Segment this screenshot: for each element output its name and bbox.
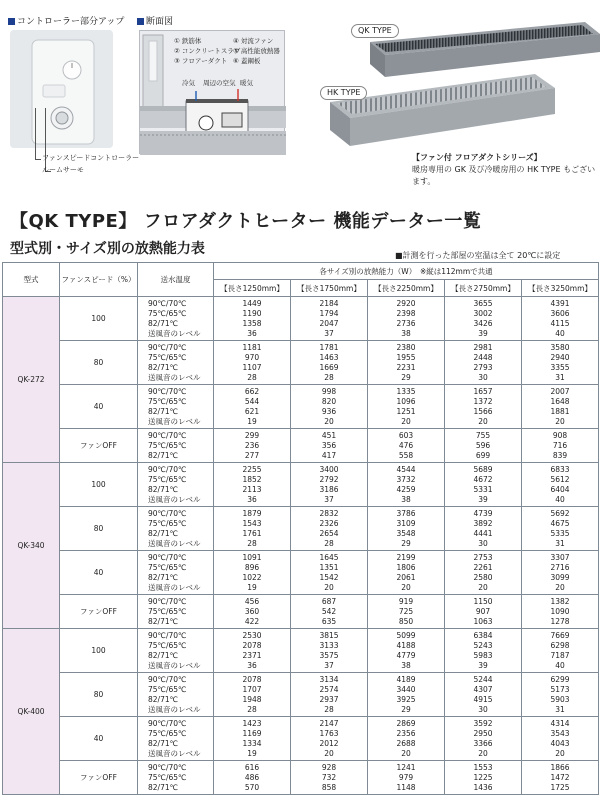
model-name: QK-400	[3, 629, 60, 795]
fan-speed: 40	[60, 717, 138, 761]
section-legend-6: ⑥ 蓋鋼板	[233, 57, 261, 65]
heat-output-cell: 603 476 558	[368, 429, 445, 463]
water-temp-list: 90℃/70℃ 75℃/65℃ 82/71℃ 送風音のレベル	[138, 341, 214, 385]
heat-output-cell: 3592 2950 3366 20	[445, 717, 522, 761]
fan-speed: 40	[60, 385, 138, 429]
section-airflow-warm: 暖気	[240, 79, 253, 87]
heat-output-cell: 2753 2261 2580 20	[445, 551, 522, 595]
section-airflow-cold: 冷気	[182, 79, 195, 87]
section-legend-2: ② コンクリートスラブ	[174, 47, 241, 55]
heat-output-cell: 1423 1169 1334 19	[214, 717, 291, 761]
heat-output-cell: 3786 3109 3548 29	[368, 507, 445, 551]
heat-output-cell: 4189 3440 3925 29	[368, 673, 445, 717]
table-row	[3, 717, 599, 761]
heat-output-cell: 1553 1225 1436	[445, 761, 522, 795]
heat-output-cell: 2869 2356 2688 20	[368, 717, 445, 761]
heat-output-cell: 1181 970 1107 28	[214, 341, 291, 385]
heat-output-cell: 3815 3133 3575 37	[291, 629, 368, 673]
heat-output-cell: 1449 1190 1358 36	[214, 297, 291, 341]
heat-output-cell: 6299 5173 5903 31	[522, 673, 599, 717]
heat-output-cell: 4739 3892 4441 30	[445, 507, 522, 551]
fan-speed: ファンOFF	[60, 595, 138, 629]
series-desc: 暖房専用の GK 及び冷暖房用の HK TYPE もございます。	[412, 165, 596, 186]
header-model: 型式	[3, 263, 60, 297]
water-temp-list: 90℃/70℃ 75℃/65℃ 82/71℃ 送風音のレベル	[138, 717, 214, 761]
header-size-2: 【長さ1750mm】	[291, 280, 368, 297]
section-legend-5: ⑤ 高性能放熱器	[233, 47, 280, 55]
hk-type-badge: HK TYPE	[320, 86, 367, 100]
table-row	[3, 551, 599, 595]
model-name: QK-340	[3, 463, 60, 629]
heat-output-cell: 755 596 699	[445, 429, 522, 463]
controller-photo	[10, 30, 113, 148]
heat-output-cell: 928 732 858	[291, 761, 368, 795]
table-row	[3, 595, 599, 629]
section-diagram	[139, 30, 285, 154]
fan-speed: 100	[60, 297, 138, 341]
heat-output-cell: 2920 2398 2736 38	[368, 297, 445, 341]
heat-output-cell: 7669 6298 7187 40	[522, 629, 599, 673]
performance-table	[2, 262, 599, 795]
water-temp-list: 90℃/70℃ 75℃/65℃ 82/71℃ 送風音のレベル	[138, 673, 214, 717]
heat-output-cell: 3400 2792 3186 37	[291, 463, 368, 507]
heat-output-cell: 6384 5243 5983 39	[445, 629, 522, 673]
header-group: 各サイズ別の放熱能力（W） ※縦は112mmで共通	[214, 263, 599, 280]
heat-output-cell: 1657 1372 1566 20	[445, 385, 522, 429]
fan-speed: 40	[60, 551, 138, 595]
heat-output-cell: 1091 896 1022 19	[214, 551, 291, 595]
heat-output-cell: 4391 3606 4115 40	[522, 297, 599, 341]
fan-speed: 80	[60, 341, 138, 385]
heat-output-cell: 456 360 422	[214, 595, 291, 629]
table-row	[3, 341, 599, 385]
heat-output-cell: 662 544 621 19	[214, 385, 291, 429]
heat-output-cell: 4544 3732 4259 38	[368, 463, 445, 507]
table-row	[3, 297, 599, 341]
header-size-5: 【長さ3250mm】	[522, 280, 599, 297]
fan-speed: 100	[60, 629, 138, 673]
heat-output-cell: 4314 3543 4043 20	[522, 717, 599, 761]
floor-duct-illustration	[310, 22, 600, 154]
heat-output-cell: 2380 1955 2231 29	[368, 341, 445, 385]
series-description	[412, 152, 600, 188]
controller-photo-label: コントローラー部分アップ	[8, 14, 124, 27]
heat-output-cell: 5689 4672 5331 39	[445, 463, 522, 507]
heat-output-cell: 1866 1472 1725	[522, 761, 599, 795]
fan-speed: 100	[60, 463, 138, 507]
heat-output-cell: 3655 3002 3426 39	[445, 297, 522, 341]
heat-output-cell: 1781 1463 1669 28	[291, 341, 368, 385]
heat-output-cell: 2530 2078 2371 36	[214, 629, 291, 673]
heat-output-cell: 2255 1852 2113 36	[214, 463, 291, 507]
table-row	[3, 673, 599, 717]
heat-output-cell: 1335 1096 1251 20	[368, 385, 445, 429]
section-diagram-label: 断面図	[137, 14, 173, 27]
heat-output-cell: 2007 1648 1881 20	[522, 385, 599, 429]
heat-output-cell: 5692 4675 5335 31	[522, 507, 599, 551]
heat-output-cell: 1382 1090 1278	[522, 595, 599, 629]
fan-speed: ファンOFF	[60, 429, 138, 463]
heat-output-cell: 2147 1763 2012 20	[291, 717, 368, 761]
heat-output-cell: 451 356 417	[291, 429, 368, 463]
section-legend-4: ④ 対流ファン	[233, 37, 274, 45]
page-subtitle: 型式別・サイズ別の放熱能力表	[10, 241, 205, 257]
water-temp-list: 90℃/70℃ 75℃/65℃ 82/71℃ 送風音のレベル	[138, 297, 214, 341]
heat-output-cell: 2199 1806 2061 20	[368, 551, 445, 595]
heat-output-cell: 919 725 850	[368, 595, 445, 629]
heat-output-cell: 908 716 839	[522, 429, 599, 463]
heat-output-cell: 687 542 635	[291, 595, 368, 629]
heat-output-cell: 616 486 570	[214, 761, 291, 795]
table-row	[3, 761, 599, 795]
header-size-4: 【長さ2750mm】	[445, 280, 522, 297]
fan-speed: 80	[60, 507, 138, 551]
heat-output-cell: 2184 1794 2047 37	[291, 297, 368, 341]
header-fan-speed: ファンスピード（%）	[60, 263, 138, 297]
measurement-note: ■計測を行った部屋の室温は全て 20℃に設定	[395, 251, 561, 260]
heat-output-cell: 1241 979 1148	[368, 761, 445, 795]
water-temp-list: 90℃/70℃ 75℃/65℃ 82/71℃ 送風音のレベル	[138, 463, 214, 507]
water-temp-list: 90℃/70℃ 75℃/65℃ 82/71℃	[138, 761, 214, 795]
heat-output-cell: 1150 907 1063	[445, 595, 522, 629]
fan-speed: 80	[60, 673, 138, 717]
controller-caption-fan-speed: ファンスピードコントローラー	[42, 154, 140, 162]
heat-output-cell: 1879 1543 1761 28	[214, 507, 291, 551]
table-row	[3, 507, 599, 551]
page-title: 【QK TYPE】 フロアダクトヒーター 機能データー一覧	[10, 211, 482, 232]
header-size-3: 【長さ2250mm】	[368, 280, 445, 297]
heat-output-cell: 1645 1351 1542 20	[291, 551, 368, 595]
heat-output-cell: 2832 2326 2654 28	[291, 507, 368, 551]
heat-output-cell: 2981 2448 2793 30	[445, 341, 522, 385]
header-water-temp: 送水温度	[138, 263, 214, 297]
water-temp-list: 90℃/70℃ 75℃/65℃ 82/71℃	[138, 595, 214, 629]
heat-output-cell: 5099 4188 4779 38	[368, 629, 445, 673]
section-legend-3: ③ フロアーダクト	[174, 57, 228, 65]
water-temp-list: 90℃/70℃ 75℃/65℃ 82/71℃	[138, 429, 214, 463]
water-temp-list: 90℃/70℃ 75℃/65℃ 82/71℃ 送風音のレベル	[138, 629, 214, 673]
water-temp-list: 90℃/70℃ 75℃/65℃ 82/71℃ 送風音のレベル	[138, 385, 214, 429]
heat-output-cell: 6833 5612 6404 40	[522, 463, 599, 507]
section-legend-1: ① 鉄筋体	[174, 37, 202, 45]
heat-output-cell: 299 236 277	[214, 429, 291, 463]
model-name: QK-272	[3, 297, 60, 463]
heat-output-cell: 5244 4307 4915 30	[445, 673, 522, 717]
controller-caption-room-thermo: ルームサーモ	[42, 166, 84, 174]
table-row	[3, 429, 599, 463]
heat-output-cell: 3307 2716 3099 20	[522, 551, 599, 595]
table-row	[3, 629, 599, 673]
qk-type-badge: QK TYPE	[351, 24, 399, 38]
heat-output-cell: 3580 2940 3355 31	[522, 341, 599, 385]
water-temp-list: 90℃/70℃ 75℃/65℃ 82/71℃ 送風音のレベル	[138, 551, 214, 595]
header-size-1: 【長さ1250mm】	[214, 280, 291, 297]
heat-output-cell: 2078 1707 1948 28	[214, 673, 291, 717]
fan-speed: ファンOFF	[60, 761, 138, 795]
table-row	[3, 463, 599, 507]
series-title: 【ファン付 フロアダクトシリーズ】	[412, 153, 542, 162]
section-airflow-ambient: 周辺の空気	[203, 79, 236, 87]
water-temp-list: 90℃/70℃ 75℃/65℃ 82/71℃ 送風音のレベル	[138, 507, 214, 551]
table-row	[3, 385, 599, 429]
heat-output-cell: 3134 2574 2937 28	[291, 673, 368, 717]
heat-output-cell: 998 820 936 20	[291, 385, 368, 429]
